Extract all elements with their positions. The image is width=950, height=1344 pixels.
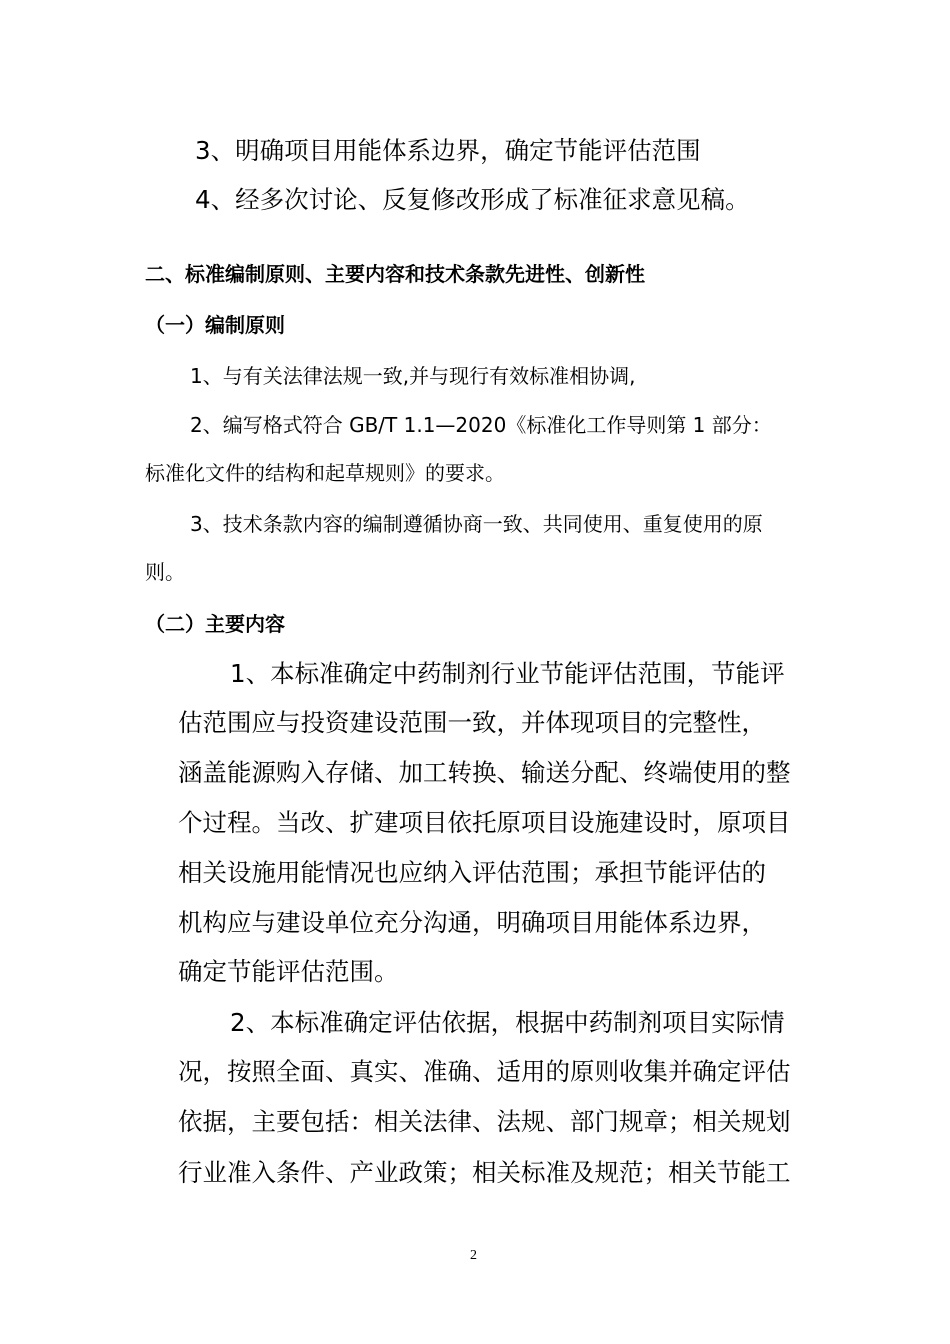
paragraph-line: 相关设施用能情况也应纳入评估范围；承担节能评估的 xyxy=(178,858,766,887)
paragraph-line: 1、与有关法律法规一致,并与现行有效标准相协调, xyxy=(190,364,636,388)
paragraph-line: 2、编写格式符合 GB/T 1.1—2020《标准化工作导则第 1 部分： xyxy=(190,413,772,437)
paragraph-line: 估范围应与投资建设范围一致，并体现项目的完整性， xyxy=(178,708,766,737)
paragraph-line: 2、本标准确定评估依据，根据中药制剂项目实际情 xyxy=(230,1008,785,1037)
intro-item: 3、明确项目用能体系边界，确定节能评估范围 xyxy=(195,136,701,165)
paragraph-line: 依据，主要包括：相关法律、法规、部门规章；相关规划 xyxy=(178,1107,791,1136)
paragraph-line: 机构应与建设单位充分沟通，明确项目用能体系边界， xyxy=(178,908,766,937)
paragraph-line: 标准化文件的结构和起草规则》的要求。 xyxy=(145,461,505,485)
paragraph-line: 行业准入条件、产业政策；相关标准及规范；相关节能工 xyxy=(178,1158,791,1187)
section-title: 二、标准编制原则、主要内容和技术条款先进性、创新性 xyxy=(145,262,645,286)
paragraph-line: 确定节能评估范围。 xyxy=(178,957,399,986)
paragraph-line: 个过程。当改、扩建项目依托原项目设施建设时，原项目 xyxy=(178,808,791,837)
paragraph-line: 涵盖能源购入存储、加工转换、输送分配、终端使用的整 xyxy=(178,758,791,787)
subsection-title: （二）主要内容 xyxy=(145,612,285,636)
intro-item: 4、经多次讨论、反复修改形成了标准征求意见稿。 xyxy=(195,185,750,214)
subsection-title: （一）编制原则 xyxy=(145,313,285,337)
paragraph-line: 3、技术条款内容的编制遵循协商一致、共同使用、重复使用的原 xyxy=(190,512,763,536)
page-number: 2 xyxy=(470,1248,477,1263)
paragraph-line: 1、本标准确定中药制剂行业节能评估范围，节能评 xyxy=(230,659,785,688)
paragraph-line: 则。 xyxy=(145,560,185,584)
paragraph-line: 况，按照全面、真实、准确、适用的原则收集并确定评估 xyxy=(178,1057,791,1086)
